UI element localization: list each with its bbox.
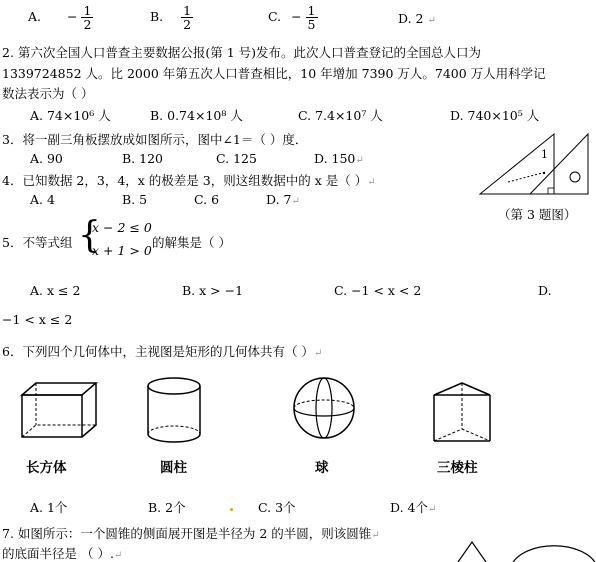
dashed-line [508,172,546,182]
vertex-dot [543,172,545,174]
q6-stem: 6．下列四个几何体中，主视图是矩形的几何体共有（ ）↵ [2,344,323,359]
q2-line3: 数法表示为（ ） [2,86,94,101]
q7-line2: 的底面半径是 （ ）.↵ [2,546,123,561]
q4-option-c: C. 6 [194,192,220,207]
q5-suffix: 的解集是（ ） [152,235,231,250]
q1-option-d: D. 2 ↵ [398,11,436,26]
q3-option-d: D. 150↵ [314,151,364,166]
q2-line1: 2. 第六次全国人口普查主要数据公报(第 1 号)发布。此次人口普查登记的全国总人口为 [2,45,482,60]
q3-option-c: C. 125 [216,151,257,166]
q2-option-d: D. 740×10⁵ 人 [450,108,540,123]
brace: { [78,215,101,256]
q2-option-c: C. 7.4×10⁷ 人 [298,108,383,123]
q4-option-b: B. 5 [122,192,148,207]
q3-figure-caption: （第 3 题图） [498,207,577,222]
stray-dot [230,508,233,511]
q2-line2: 1339724852 人。比 2000 年第五次人口普查相比，10 年增加 7390 万人。7400 万人用科学记 [2,66,546,81]
cuboid-figure [20,381,100,439]
q3-stem: 3．将一副三角板摆放成如图所示，图中∠1＝（ ）度． [2,132,308,147]
inequality-system [78,215,152,264]
semicircle-figure-partial [508,540,596,562]
q1-option-b: B. $\frac{1}{2}$ [150,3,192,32]
q5-option-d: D. [538,283,552,298]
q6-option-d: D. 4个↵ [390,500,437,515]
q5-option-c: C. −1 < x < 2 [334,283,422,298]
q3-option-a: A. 90 [30,151,63,166]
label-prism: 三棱柱 [437,460,478,476]
cylinder-figure [146,376,202,444]
q4-option-a: A. 4 [30,192,55,207]
label-cuboid: 长方体 [26,460,67,476]
inequality-2: x + 1 > 0 [92,243,152,258]
q1-option-a: A. − $\frac{1}{2}$ [28,3,92,32]
q5-option-d-value: −1 < x ≤ 2 [2,312,73,327]
fraction: $\frac{1}{2}$ [83,3,92,32]
q7-line1: 7. 如图所示：一个圆锥的侧面展开图是半径为 2 的半圆，则该圆锥↵ [2,526,380,541]
triangle-set-figure [478,132,594,202]
cone-figure-partial [456,540,490,562]
fraction: $\frac{1}{2}$ [183,3,192,32]
q5-option-b: B. x > −1 [182,283,244,298]
triangular-prism-figure [432,381,494,443]
small-triangle [530,134,588,194]
q5-prefix: 5．不等式组 [2,235,73,250]
q1-option-c: C. − $\frac{1}{5}$ [268,3,316,32]
q2-option-a: A. 74×10⁶ 人 [30,108,111,123]
inequality-1: x − 2 ≤ 0 [92,220,152,235]
q6-option-b: B. 2个 [148,500,186,515]
label-sphere: 球 [315,460,329,476]
fraction: $\frac{1}{5}$ [307,3,316,32]
label-cylinder: 圆柱 [160,460,187,476]
angle-label: 1 [541,148,548,161]
right-angle-mark [548,188,554,194]
q6-option-a: A. 1个 [30,500,68,515]
q6-option-c: C. 3个 [258,500,296,515]
q5-option-a: A. x ≤ 2 [30,283,81,298]
q3-option-b: B. 120 [122,151,163,166]
sphere-figure [292,376,356,440]
large-triangle [480,134,554,194]
q2-option-b: B. 0.74×10⁸ 人 [150,108,243,123]
hole-circle [570,172,580,182]
q4-stem: 4．已知数据 2，3，4，x 的极差是 3，则这组数据中的 x 是（ ）↵ [2,173,376,188]
q4-option-d: D. 7↵ [266,192,300,207]
